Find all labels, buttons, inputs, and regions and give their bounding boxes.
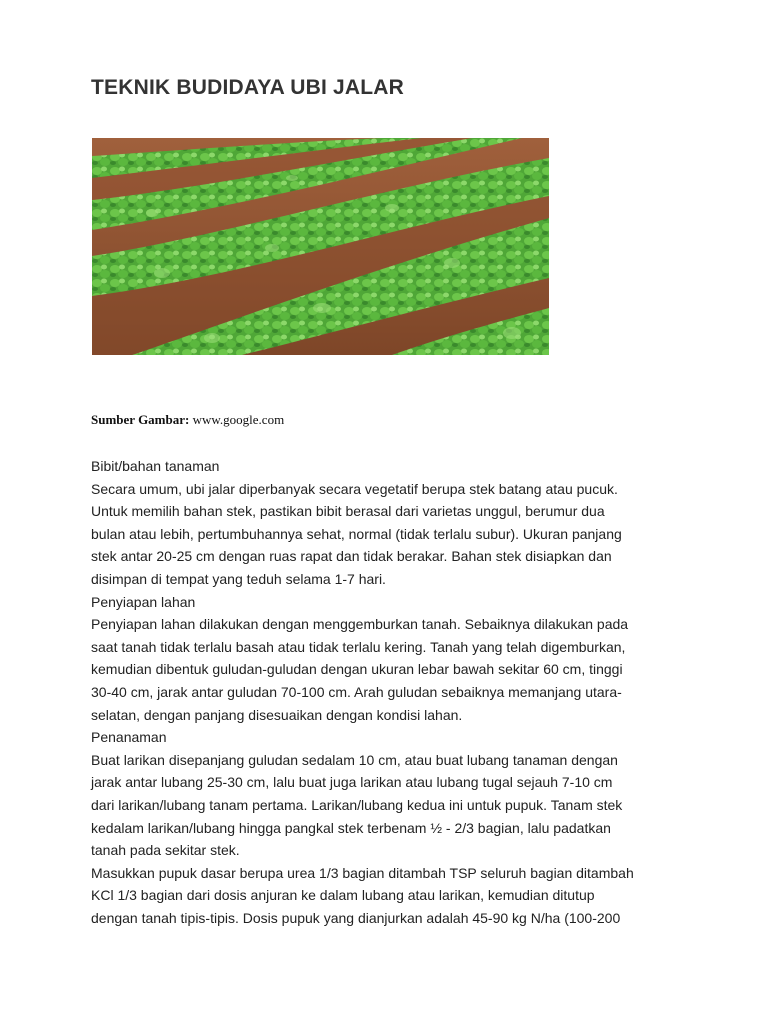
body-text-line: Untuk memilih bahan stek, pastikan bibit berasal dari varietas unggul, berumur dua [91,503,605,520]
body-text-line: stek antar 20-25 cm dengan ruas rapat dan tidak berakar. Bahan stek disiapkan dan [91,548,612,565]
body-text-line: Masukkan pupuk dasar berupa urea 1/3 bagian ditambah TSP seluruh bagian ditambah [91,864,634,881]
article-body [91,455,691,929]
body-text-line: Penanaman [91,729,167,746]
body-text-line: tanah pada sekitar stek. [91,842,240,859]
body-text-line: kedalam larikan/lubang hingga pangkal stek terbenam ½ - 2/3 bagian, lalu padatkan [91,819,611,836]
sweet-potato-field-image [92,138,549,355]
body-text-line: Buat larikan disepanjang guludan sedalam 10 cm, atau buat lubang tanaman dengan [91,751,618,768]
body-text-line: jarak antar lubang 25-30 cm, lalu buat juga larikan atau lubang tugal sejauh 7-10 cm [91,774,613,791]
body-text-line: disimpan di tempat yang teduh selama 1-7 hari. [91,570,386,587]
body-text-line: KCl 1/3 bagian dari dosis anjuran ke dalam lubang atau larikan, kemudian ditutup [91,887,595,904]
body-text-line: saat tanah tidak terlalu basah atau tidak terlalu kering. Tanah yang telah digemburkan, [91,638,626,655]
image-source-value: www.google.com [192,412,285,427]
body-text-line: 30-40 cm, jarak antar guludan 70-100 cm. Arah guludan sebaiknya memanjang utara- [91,683,622,700]
body-text-line: Penyiapan lahan dilakukan dengan menggemburkan tanah. Sebaiknya dilakukan pada [91,616,629,633]
body-text-line: kemudian dibentuk guludan-guludan dengan ukuran lebar bawah sekitar 60 cm, tinggi [91,661,623,678]
body-text-line: dengan tanah tipis-tipis. Dosis pupuk yang dianjurkan adalah 45-90 kg N/ha (100-200 [91,909,621,926]
body-text-line: bulan atau lebih, pertumbuhannya sehat, normal (tidak terlalu subur). Ukuran panjang [91,525,622,542]
image-source-label: Sumber Gambar: [91,412,190,427]
body-text-line: dari larikan/lubang tanam pertama. Larikan/lubang kedua ini untuk pupuk. Tanam stek [91,796,623,813]
body-text-line: Bibit/bahan tanaman [91,458,220,474]
document-title: TEKNIK BUDIDAYA UBI JALAR [91,76,405,99]
body-text-line: Secara umum, ubi jalar diperbanyak secara vegetatif berupa stek batang atau pucuk. [91,480,618,497]
image-source [91,412,284,428]
body-text-line: Penyiapan lahan [91,593,196,610]
body-text-line: selatan, dengan panjang disesuaikan dengan kondisi lahan. [91,706,463,723]
